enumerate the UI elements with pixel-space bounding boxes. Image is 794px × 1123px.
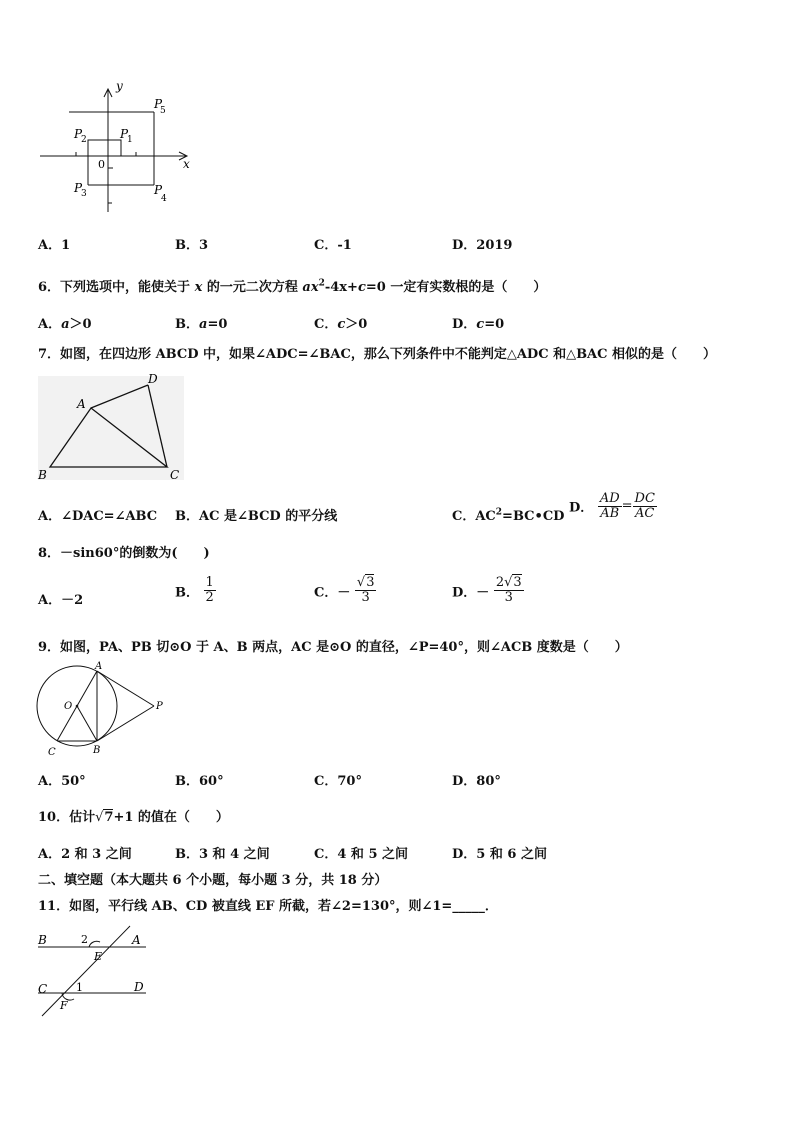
q11-stem: 11．如图，平行线 AB、CD 被直线 EF 所截，若∠2=130°，则∠1=_____． <box>38 899 498 914</box>
vertex-a-label: A <box>77 397 86 411</box>
q9-stem: 9．如图，PA、PB 切⊙O 于 A、B 两点，AC 是⊙O 的直径，∠P=40°，则∠ACB 度数是（ ） <box>38 640 628 655</box>
p1-subscript: 1 <box>127 135 133 145</box>
parallel-lines-figure <box>34 920 154 1020</box>
q10-option-a[interactable]: A．2 和 3 之间 <box>38 847 132 862</box>
p3-subscript: 3 <box>81 189 87 199</box>
p3-label: P <box>74 181 83 195</box>
q5-option-a[interactable]: A．1 <box>38 238 71 253</box>
fraction-one-half <box>204 576 216 606</box>
fraction-numerator: √3 <box>356 575 375 590</box>
q6-option-c[interactable] <box>314 313 367 332</box>
q6-c-post: ＞0 <box>345 317 368 332</box>
fraction-2sqrt3-over-3 <box>494 576 524 606</box>
q6-b-post: =0 <box>207 317 228 332</box>
coordinate-figure <box>36 76 196 216</box>
circle-tangent-figure <box>34 660 174 760</box>
q7-c-post: =BC•CD <box>502 509 565 524</box>
vertex-c-label: C <box>170 468 180 482</box>
fraction-numerator: 1 <box>205 575 214 590</box>
quadrilateral-figure <box>36 370 186 485</box>
q6-option-a[interactable] <box>38 313 92 332</box>
q6-eq-c: c <box>357 280 366 295</box>
vertex-d-label: D <box>148 372 158 386</box>
q6-stem-pre: 6．下列选项中，能使关于 <box>38 280 195 295</box>
p5-label: P <box>154 97 163 111</box>
y-axis-label: y <box>116 79 123 93</box>
fraction-denominator: 3 <box>361 590 370 606</box>
q6-c-var: c <box>337 317 346 332</box>
q7-option-b[interactable]: B．AC 是∠BCD 的平分线 <box>175 509 338 524</box>
q6-option-d[interactable] <box>452 313 504 332</box>
fraction-sqrt3-over-3 <box>355 576 377 606</box>
q8-option-d[interactable] <box>452 576 524 606</box>
q9-option-c[interactable]: C．70° <box>314 774 362 789</box>
q6-a-prefix: A． <box>38 317 62 332</box>
fraction-denominator: AB <box>600 505 620 521</box>
fraction-numerator: DC <box>634 491 655 506</box>
point-f-label: F <box>60 999 68 1012</box>
q10-stem <box>38 806 229 825</box>
q6-option-b[interactable] <box>175 313 227 332</box>
q8-stem: 8．－sin60°的倒数为( ) <box>38 546 210 561</box>
q8-b-prefix: B． <box>175 585 199 601</box>
q6-eq-sup: 2 <box>318 278 325 289</box>
point-p-label: P <box>156 701 163 712</box>
line-d-label: D <box>134 980 144 994</box>
fraction-numerator: 2√3 <box>495 575 522 590</box>
q7-option-a[interactable]: A．∠DAC=∠ABC <box>38 509 158 524</box>
point-c-label: C <box>48 747 56 758</box>
equals-sign: = <box>621 498 633 514</box>
fraction-numerator: AD <box>599 491 620 506</box>
p2-subscript: 2 <box>81 135 87 145</box>
point-b-label: B <box>93 745 101 756</box>
q10-option-c[interactable]: C．4 和 5 之间 <box>314 847 409 862</box>
q10-stem-pre: 10．估计 <box>38 810 96 825</box>
center-o-label: O <box>64 701 73 712</box>
q9-option-b[interactable]: B．60° <box>175 774 224 789</box>
q10-option-d[interactable]: D．5 和 6 之间 <box>452 847 547 862</box>
q6-b-prefix: B． <box>175 317 199 332</box>
q6-d-var: c <box>476 317 485 332</box>
q5-option-b[interactable]: B．3 <box>175 238 209 253</box>
q7-option-c[interactable] <box>452 505 564 524</box>
q6-stem-mid: 的一元二次方程 <box>202 280 303 295</box>
q6-eq-a: ax <box>302 280 319 295</box>
q8-d-prefix: D．－ <box>452 585 490 601</box>
q7-stem: 7．如图，在四边形 ABCD 中，如果∠ADC=∠BAC，那么下列条件中不能判定△ADC 和△BAC 相似的是（ ） <box>38 347 717 362</box>
q6-eq-mid: -4x+ <box>324 280 358 295</box>
q10-option-b[interactable]: B．3 和 4 之间 <box>175 847 270 862</box>
q5-option-c[interactable]: C．-1 <box>314 238 352 253</box>
q7-option-d[interactable] <box>569 492 657 520</box>
sqrt-sign: √ <box>95 810 104 825</box>
x-axis-label: x <box>183 157 190 171</box>
radicand: 7 <box>104 810 114 825</box>
point-a-label: A <box>95 661 103 672</box>
section-heading: 二、填空题（本大题共 6 个小题，每小题 3 分，共 18 分） <box>38 873 388 888</box>
radicand: 3 <box>366 575 375 590</box>
p4-label: P <box>154 183 163 197</box>
q9-option-d[interactable]: D．80° <box>452 774 501 789</box>
fraction-denominator: AC <box>635 505 655 521</box>
q5-option-d[interactable]: D．2019 <box>452 238 513 253</box>
point-e-label: E <box>94 950 103 963</box>
p2-label: P <box>74 127 83 141</box>
line-c-label: C <box>38 982 48 996</box>
coefficient: 2 <box>495 575 505 590</box>
q9-option-a[interactable]: A．50° <box>38 774 86 789</box>
q8-option-a[interactable]: A．－2 <box>38 593 84 608</box>
q6-var-x: x <box>194 280 203 295</box>
q7-c-prefix: C．AC <box>452 509 496 524</box>
vertex-b-label: B <box>38 468 47 482</box>
angle-1-label: 1 <box>76 981 83 994</box>
q6-a-post: ＞0 <box>69 317 92 332</box>
q6-c-prefix: C． <box>314 317 338 332</box>
fraction-denominator: 2 <box>205 590 214 606</box>
origin-label: 0 <box>98 158 105 171</box>
q8-option-b[interactable] <box>175 576 216 606</box>
fraction-ad-ab <box>598 492 622 520</box>
fraction-dc-ac <box>633 492 657 520</box>
q8-option-c[interactable] <box>314 576 376 606</box>
q7-d-prefix: D． <box>569 500 594 516</box>
q6-stem <box>38 276 546 295</box>
p5-subscript: 5 <box>160 106 166 116</box>
q8-c-prefix: C．－ <box>314 585 351 601</box>
q10-stem-post: +1 的值在（ ） <box>113 810 229 825</box>
q6-d-post: =0 <box>484 317 505 332</box>
q6-eq-end: =0 一定有实数根的是（ ） <box>365 280 547 295</box>
angle-2-label: 2 <box>81 933 88 946</box>
radicand: 3 <box>513 575 522 590</box>
line-b-label: B <box>38 933 47 947</box>
q6-a-var: a <box>61 317 70 332</box>
p4-subscript: 4 <box>161 194 167 204</box>
fraction-denominator: 3 <box>504 590 513 606</box>
p1-label: P <box>120 127 129 141</box>
q6-b-var: a <box>199 317 208 332</box>
q7-c-sup: 2 <box>495 507 503 518</box>
q6-d-prefix: D． <box>452 317 477 332</box>
line-a-label: A <box>132 933 141 947</box>
